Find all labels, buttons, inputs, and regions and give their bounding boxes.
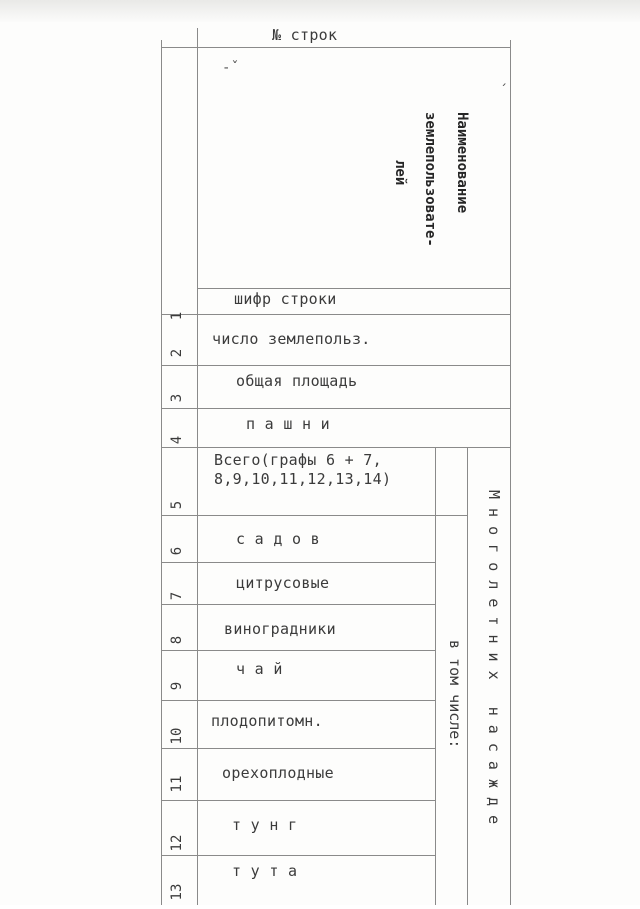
perennial-plantings-header: М н о г о л е т н и х н а с а ж д е [485,490,503,825]
column-number: 11 [169,775,185,793]
column-number: 13 [169,883,185,901]
citrus-label: цитрусовые [236,574,330,592]
tung-label: т у н г [232,816,298,834]
group-rule [467,448,468,905]
column-number: 8 [169,635,185,645]
row-rule [161,408,510,409]
column-number: 9 [169,681,185,691]
column-header-line3: лей [392,160,408,186]
total-formula-line2: 8,9,10,11,12,13,14) [214,470,392,488]
pen-mark: -ˇ [222,60,240,76]
left-border [161,40,162,905]
row-rule [197,288,510,289]
including-header: в том числе: [446,640,464,749]
tea-label: ч а й [236,660,283,678]
row-rule [161,800,435,801]
mulberry-label: т у т а [232,862,298,880]
orchards-label: с а д о в [236,530,320,548]
row-rule [161,700,435,701]
row-rule [161,447,510,448]
row-code-label: шифр строки [234,290,337,308]
nurseries-label: плодопитомн. [211,712,323,730]
right-border [510,40,511,905]
total-area-label: общая площадь [236,372,358,390]
arable-label: п а ш н и [246,415,330,433]
total-formula-line1: Всего(графы 6 + 7, [214,451,382,469]
column-number: 4 [169,435,185,445]
row-rule [161,515,467,516]
land-users-count-label: число землепольз. [212,330,371,348]
row-rule [161,855,435,856]
column-number: 2 [169,348,185,358]
column-number: 5 [169,500,185,510]
vineyards-label: виноградники [224,620,336,638]
column-header-line2: землепользовате- [422,112,438,247]
row-number-header: № строк [272,26,338,44]
subgroup-rule [435,448,436,905]
row-rule [161,650,435,651]
header-rule [161,47,510,48]
row-rule [161,314,510,315]
column-number: 6 [169,546,185,556]
scan-shadow [0,0,640,22]
number-column-rule [197,28,198,905]
column-header-line1: Наименование [454,112,470,214]
column-number: 10 [169,727,185,745]
row-rule [161,604,435,605]
column-number: 7 [169,591,185,601]
row-rule [161,748,435,749]
column-number: 3 [169,393,185,403]
row-rule [161,365,510,366]
nut-crops-label: орехоплодные [222,764,334,782]
column-number: 12 [169,834,185,852]
pen-mark: ˏ [500,70,509,86]
column-number: 1 [169,311,185,321]
row-rule [161,562,435,563]
